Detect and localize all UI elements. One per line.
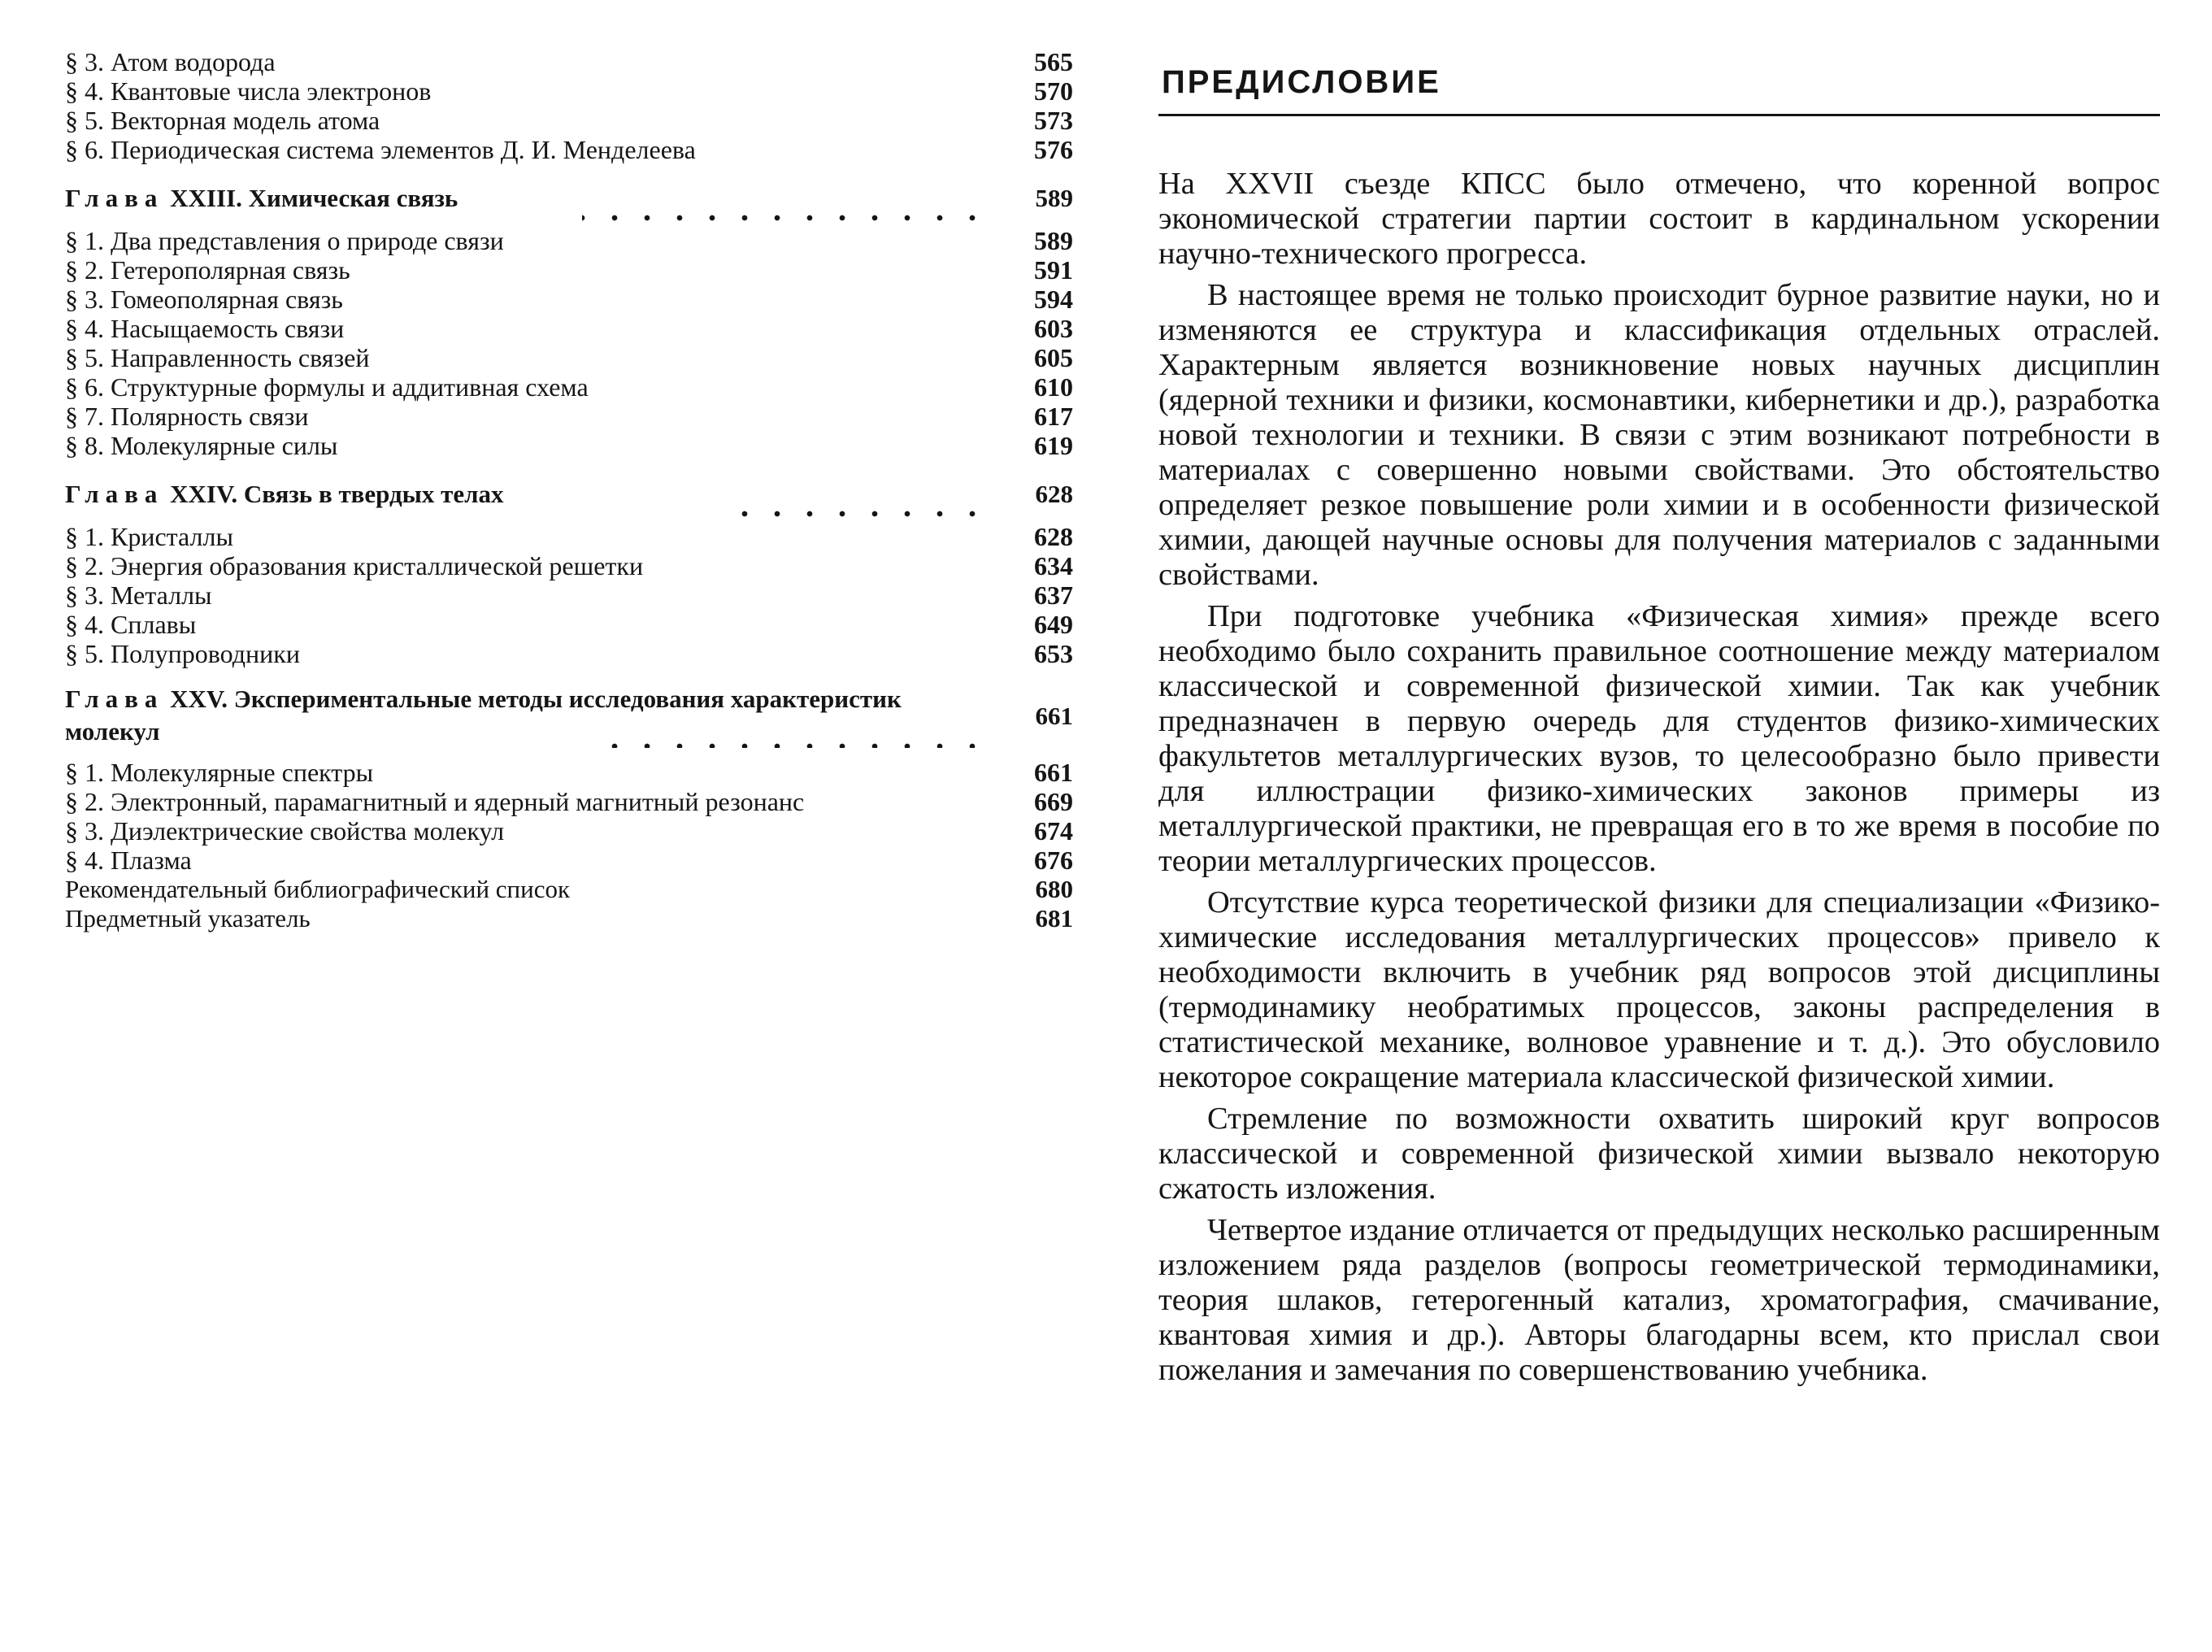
toc-entry-label: § 3. Гомеополярная связь [65, 285, 343, 314]
toc-entry [65, 431, 1073, 460]
toc-entry-bibliography [65, 875, 1073, 904]
preface-body [1158, 167, 2160, 1388]
toc-leader-dots [663, 580, 989, 610]
toc-entry [65, 610, 1073, 639]
toc-leader-dots [428, 904, 989, 933]
toc-entry [65, 76, 1073, 106]
toc-entry-page: 628 [1034, 522, 1073, 551]
toc-leader-dots [875, 551, 989, 580]
toc-entry-label: § 1. Два представления о природе связи [65, 226, 504, 255]
toc-leader-dots [663, 106, 989, 135]
toc-entry-label: Предметный указатель [65, 904, 311, 933]
toc-leader-dots [606, 715, 989, 748]
toc-leader-dots [663, 402, 989, 431]
toc-chapter-page: 628 [1035, 480, 1073, 508]
toc-entry [65, 639, 1073, 668]
toc-entry-page: 674 [1034, 816, 1073, 846]
toc-entry-page: 589 [1034, 226, 1073, 255]
toc-entry-label: § 4. Сплавы [65, 610, 197, 639]
preface-paragraph: При подготовке учебника «Физическая химия» прежде всего необходимо было сохранить правильное соотношение между материалом классической и современной физической химии. Так как учебник предназначен в первую очередь для студентов физико-химических факультетов металлургических вузов, то целесообразно было привести для иллюстрации физико-химических законов примеры из металлургической практики, не превращая его в то же время в пособие по теории металлургических процессов. [1158, 599, 2160, 878]
toc-entry-label: § 1. Молекулярные спектры [65, 758, 374, 787]
toc-leader-dots [663, 846, 989, 875]
toc-leader-dots [663, 47, 989, 76]
toc-leader-dots [663, 639, 989, 668]
toc-entry [65, 816, 1073, 846]
toc-entry-label: § 5. Направленность связей [65, 343, 370, 372]
toc-chapter-page: 589 [1035, 184, 1073, 212]
toc-leader-dots [663, 758, 989, 787]
preface-paragraph: Стремление по возможности охватить широкий круг вопросов классической и современной физической химии вызвало некоторую сжатость изложения. [1158, 1102, 2160, 1206]
toc-leader-dots [663, 285, 989, 314]
preface-page [1158, 50, 2160, 1394]
toc-entry [65, 758, 1073, 787]
toc-chapter-title: XXV. Экспериментальные методы исследования характеристик молекул [65, 685, 902, 746]
toc-entry-label: § 2. Электронный, парамагнитный и ядерный магнитный резонанс [65, 787, 805, 816]
toc-entry-label: § 3. Атом водорода [65, 47, 276, 76]
toc-chapter [65, 176, 1073, 221]
toc-entry-label: Рекомендательный библиографический список [65, 875, 571, 903]
table-of-contents [65, 47, 1073, 933]
toc-leader-dots [802, 372, 989, 402]
toc-entry-page: 617 [1034, 402, 1073, 431]
toc-entry-page: 676 [1034, 846, 1073, 875]
toc-leader-dots [663, 255, 989, 285]
toc-entry-label: § 8. Молекулярные силы [65, 431, 338, 460]
toc-entry [65, 135, 1073, 164]
preface-paragraph: На XXVII съезде КПСС было отмечено, что коренной вопрос экономической стратегии партии состоит в кардинальном ускорении научно-технического прогресса. [1158, 167, 2160, 271]
toc-chapter-page: 661 [1035, 702, 1073, 730]
toc-entry-page: 594 [1034, 285, 1073, 314]
toc-leader-dots [696, 226, 989, 255]
toc-entry-page: 661 [1034, 758, 1073, 787]
toc-chapter-heading [65, 176, 458, 221]
toc-entry-label: § 5. Векторная модель атома [65, 106, 380, 135]
toc-leader-dots [663, 76, 989, 106]
toc-entry-page: 576 [1034, 135, 1073, 164]
toc-leader-dots [663, 522, 989, 551]
toc-entry-label: § 4. Плазма [65, 846, 192, 875]
toc-entry-page: 591 [1034, 255, 1073, 285]
toc-entry-label: § 6. Структурные формулы и аддитивная схема [65, 372, 589, 402]
toc-chapter-title: XXIV. Связь в твердых телах [170, 480, 504, 508]
toc-entry [65, 343, 1073, 372]
toc-entry-page: 634 [1034, 551, 1073, 580]
toc-chapter-title: XXIII. Химическая связь [170, 184, 458, 212]
toc-entry-index [65, 904, 1073, 933]
preface-paragraph: В настоящее время не только происходит бурное развитие науки, но и изменяются ее структура и классификация отдельных отраслей. Характерным является возникновение новых научных дисциплин (ядерной техники и физики, космонавтики, кибернетики и др.), разработка новой технологии и техники. В связи с этим возникают потребности в материалах с совершенно новыми свойствами. Это обстоятельство определяет резкое повышение роли химии и в особенности физической химии, дающей научные основы для получения материалов с заданными свойствами. [1158, 278, 2160, 592]
toc-entry-label: § 6. Периодическая система элементов Д. И. Менделеева [65, 135, 696, 164]
toc-leader-dots [663, 314, 989, 343]
toc-entry [65, 314, 1073, 343]
toc-entry-label: § 3. Металлы [65, 580, 212, 610]
toc-chapter [65, 472, 1073, 517]
toc-entry-page: 605 [1034, 343, 1073, 372]
toc-entry-page: 610 [1034, 372, 1073, 402]
toc-entry [65, 522, 1073, 551]
toc-entry [65, 402, 1073, 431]
toc-entry-page: 573 [1034, 106, 1073, 135]
toc-leader-dots [582, 176, 989, 221]
toc-entry-page: 649 [1034, 610, 1073, 639]
toc-entry-page: 653 [1034, 639, 1073, 668]
toc-entry [65, 551, 1073, 580]
toc-entry [65, 106, 1073, 135]
toc-chapter-word: Глава [65, 184, 164, 212]
toc-entry-page: 619 [1034, 431, 1073, 460]
preface-paragraph: Отсутствие курса теоретической физики для специализации «Физико-химические исследования металлургических процессов» привело к необходимости включить в учебник ряд вопросов этой дисциплины (термодинамику необратимых процессов, законы распределения в статистической механике, волновое уравнение и т. д.). Это обусловило некоторое сокращение материала классической физической химии. [1158, 885, 2160, 1094]
toc-entry [65, 47, 1073, 76]
toc-entry [65, 580, 1073, 610]
toc-entry [65, 285, 1073, 314]
toc-entry-label: § 1. Кристаллы [65, 522, 233, 551]
toc-leader-dots [663, 343, 989, 372]
toc-entry-page: 570 [1034, 76, 1073, 106]
toc-leader-dots [745, 875, 989, 904]
toc-chapter-heading [65, 472, 504, 517]
toc-entry-label: § 2. Энергия образования кристаллической решетки [65, 551, 644, 580]
preface-paragraph: Четвертое издание отличается от предыдущих несколько расширенным изложением ряда разделов (вопросы геометрической термодинамики, теория шлаков, гетерогенный катализ, хроматография, смачивание, квантовая химия и др.). Авторы благодарны всем, кто прислал свои пожелания и замечания по совершенствованию учебника. [1158, 1213, 2160, 1387]
toc-leader-dots [663, 610, 989, 639]
toc-leader-dots [663, 431, 989, 460]
toc-leader-dots [915, 135, 989, 164]
toc-entry-label: § 7. Полярность связи [65, 402, 309, 431]
title-rule [1158, 114, 2160, 116]
toc-entry [65, 846, 1073, 875]
toc-leader-dots [720, 472, 989, 517]
toc-entry-label: § 4. Насыщаемость связи [65, 314, 345, 343]
toc-entry-label: § 3. Диэлектрические свойства молекул [65, 816, 505, 846]
toc-entry-page: 669 [1034, 787, 1073, 816]
toc-entry-label: § 5. Полупроводники [65, 639, 300, 668]
toc-chapter-word: Глава [65, 685, 164, 713]
toc-entry-page: 565 [1034, 47, 1073, 76]
toc-entry-page: 680 [1035, 875, 1073, 903]
toc-entry-label: § 4. Квантовые числа электронов [65, 76, 432, 106]
toc-entry-page: 603 [1034, 314, 1073, 343]
toc-chapter-word: Глава [65, 480, 164, 508]
toc-entry [65, 255, 1073, 285]
toc-entry-page: 637 [1034, 580, 1073, 610]
toc-chapter [65, 680, 1073, 753]
preface-title: ПРЕДИСЛОВИЕ [1162, 64, 1441, 100]
toc-entry [65, 372, 1073, 402]
toc-entry-label: § 2. Гетерополярная связь [65, 255, 350, 285]
toc-leader-dots [688, 816, 989, 846]
toc-entry [65, 226, 1073, 255]
toc-entry [65, 787, 1073, 816]
toc-entry-page: 681 [1035, 904, 1073, 933]
